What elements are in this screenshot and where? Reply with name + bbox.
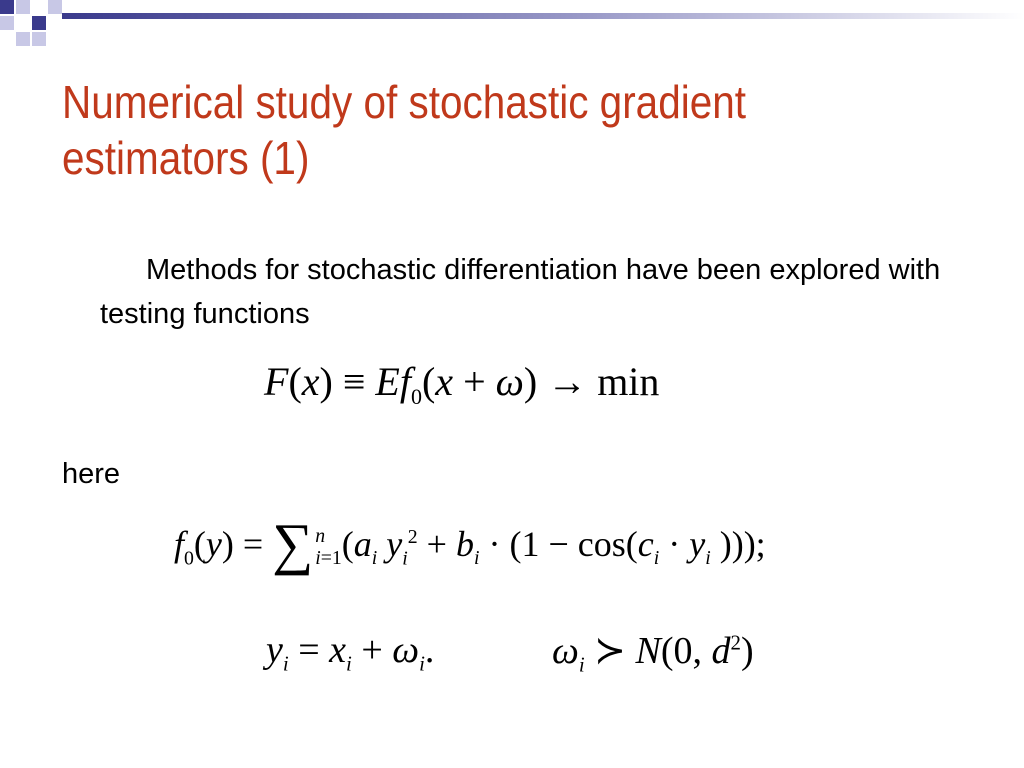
noise-distribution-equation: $\omega_i$ ≻ N(0, $d^2$)	[552, 630, 754, 677]
corner-decoration	[0, 0, 1024, 60]
test-function-equation: $f_0(y)$ = ∑ n $i=1(a_i$ $y_i^2 + b_i \cdot (1 - \cos(c_i \cdot y_i$ )));	[174, 513, 766, 576]
here-label: here	[62, 458, 121, 490]
variable-definition-equation: $y_i = x_i + \omega_i$.	[266, 629, 435, 676]
slide-title: Numerical study of stochastic gradient estimators (1)	[62, 76, 746, 184]
objective-equation: $F(x) \equiv Ef_0(x + \omega) \to \min$	[264, 359, 660, 409]
intro-paragraph: Methods for stochastic differentiation have been explored with testing functions	[100, 254, 941, 330]
